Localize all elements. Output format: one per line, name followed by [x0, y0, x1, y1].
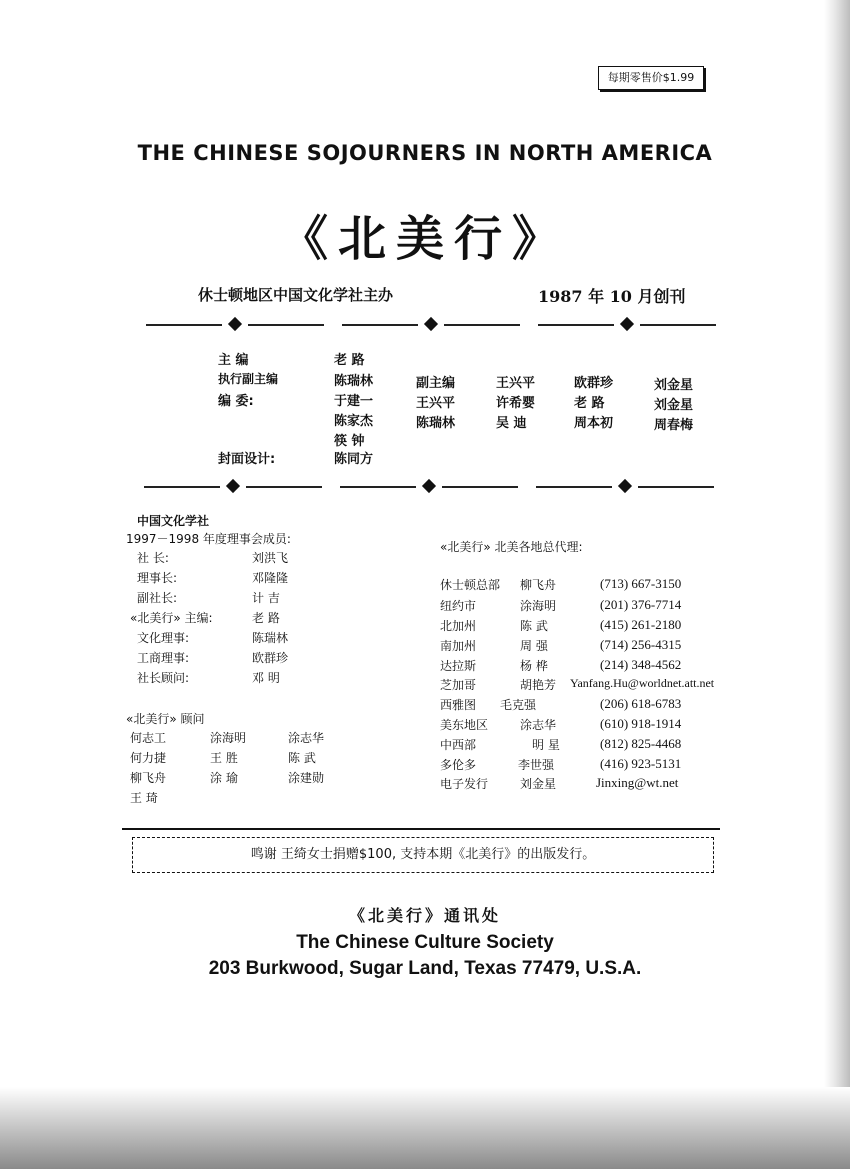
chinese-title: 《北美行》	[279, 211, 570, 267]
ornament-divider	[536, 480, 714, 494]
agent-name: 涂海明	[520, 599, 557, 613]
exec-editor: 陈瑞林	[334, 374, 374, 389]
agent-contact: (206) 618-6783	[600, 696, 682, 711]
ornament-divider	[144, 480, 322, 494]
agent-name: 明 星	[532, 738, 560, 752]
advisor-name: 王 胜	[210, 751, 238, 765]
agent-name: 毛克强	[500, 698, 537, 712]
advisor-name: 王 琦	[130, 791, 158, 805]
editors-label: 编 委:	[218, 394, 254, 409]
advisor-name: 柳飞舟	[130, 771, 167, 785]
contact-office-title: 《北美行》通讯处	[348, 906, 501, 925]
scan-bottom-shadow	[0, 1087, 850, 1169]
cover-designer: 陈同方	[334, 452, 374, 467]
agent-contact: Jinxing@wt.net	[596, 775, 679, 790]
deputy-name: 欧群珍	[574, 376, 614, 391]
chief-editor: 老 路	[334, 353, 365, 368]
agents-heading: «北美行» 北美各地总代理:	[440, 540, 583, 554]
society-heading: 中国文化学社	[137, 514, 210, 528]
agent-name: 周 强	[520, 639, 548, 653]
organization-name: The Chinese Culture Society	[296, 932, 554, 953]
agent-area: 多伦多	[440, 758, 477, 772]
deputy-label: 副主编	[416, 376, 456, 391]
section-rule	[122, 828, 720, 830]
editor-name: 于建一	[334, 394, 374, 409]
advisor-name: 涂志华	[288, 731, 325, 745]
deputy-name: 刘金星	[654, 378, 694, 393]
agent-area: 美东地区	[440, 718, 489, 732]
advisor-name: 何力捷	[130, 751, 167, 765]
agent-contact: (812) 825-4468	[600, 736, 682, 751]
board-role: 文化理事:	[137, 631, 190, 645]
price-tag: 每期零售价$1.99	[598, 66, 704, 90]
mailing-address: 203 Burkwood, Sugar Land, Texas 77479, U.S.A.	[208, 958, 642, 979]
advisor-name: 涂建勋	[288, 771, 325, 785]
editor-name: 王兴平	[416, 396, 456, 411]
acknowledgement-box: 鸣谢 王绮女士捐赠$100, 支持本期《北美行》的出版发行。	[132, 837, 714, 873]
editor-name: 周春梅	[654, 418, 694, 433]
advisors-heading: «北美行» 顾问	[126, 712, 205, 726]
board-role: 理事长:	[137, 571, 178, 585]
sponsor-line: 休士顿地区中国文化学社主办	[198, 286, 394, 304]
agent-contact: (610) 918-1914	[600, 716, 682, 731]
page-edge-shadow	[824, 0, 850, 1169]
agent-area: 达拉斯	[440, 659, 477, 673]
ornament-divider	[538, 318, 716, 332]
agent-contact: (201) 376-7714	[600, 597, 682, 612]
editor-name: 吴 迪	[496, 416, 527, 431]
advisor-name: 涂海明	[210, 731, 247, 745]
agent-contact: (713) 667-3150	[600, 576, 682, 591]
board-member: 刘洪飞	[252, 551, 289, 565]
agent-area: 芝加哥	[440, 678, 477, 692]
agent-name: 李世强	[518, 758, 555, 772]
agent-name: 柳飞舟	[520, 578, 557, 592]
board-member: 邓隆隆	[252, 571, 289, 585]
agent-name: 胡艳芳	[520, 678, 557, 692]
editor-name: 周本初	[574, 416, 614, 431]
agent-name: 刘金星	[520, 777, 557, 791]
english-title: THE CHINESE SOJOURNERS IN NORTH AMERICA	[137, 141, 713, 165]
agent-contact: (714) 256-4315	[600, 637, 682, 652]
board-member: 计 吉	[252, 591, 280, 605]
editor-name: 刘金星	[654, 398, 694, 413]
agent-area: 休士顿总部	[440, 578, 501, 592]
ornament-divider	[340, 480, 518, 494]
editor-name: 筷 钟	[334, 434, 365, 449]
board-member: 欧群珍	[252, 651, 289, 665]
board-member: 陈瑞林	[252, 631, 289, 645]
editor-name: 陈瑞林	[416, 416, 456, 431]
editor-name: 陈家杰	[334, 414, 374, 429]
advisor-name: 何志工	[130, 731, 167, 745]
editor-name: 许希婴	[496, 396, 536, 411]
cover-designer-label: 封面设计:	[218, 452, 276, 467]
ornament-divider	[146, 318, 324, 332]
agent-contact: (214) 348-4562	[600, 657, 682, 672]
agent-name: 陈 武	[520, 619, 548, 633]
board-role: 工商理事:	[137, 651, 190, 665]
board-member: 老 路	[252, 611, 280, 625]
board-member: 邓 明	[252, 671, 280, 685]
board-role: 社长顾问:	[137, 671, 190, 685]
agent-area: 西雅图	[440, 698, 477, 712]
agent-contact: (416) 923-5131	[600, 756, 682, 771]
agent-area: 纽约市	[440, 599, 477, 613]
board-role: «北美行» 主编:	[130, 611, 213, 625]
editor-name: 老 路	[574, 396, 605, 411]
agent-area: 电子发行	[440, 777, 489, 791]
agent-name: 涂志华	[520, 718, 557, 732]
board-role: 副社长:	[137, 591, 178, 605]
ornament-divider	[342, 318, 520, 332]
agent-area: 南加州	[440, 639, 477, 653]
agent-contact: (415) 261-2180	[600, 617, 682, 632]
deputy-name: 王兴平	[496, 376, 536, 391]
advisor-name: 陈 武	[288, 751, 316, 765]
chief-editor-label: 主 编	[218, 353, 249, 368]
agent-name: 杨 桦	[520, 659, 548, 673]
advisor-name: 涂 瑜	[210, 771, 238, 785]
exec-editor-label: 执行副主编	[218, 372, 279, 386]
agent-area: 北加州	[440, 619, 477, 633]
board-term: 1997－1998 年度理事会成员:	[126, 532, 291, 546]
board-role: 社 长:	[137, 551, 169, 565]
founded-date: 1987 年 10 月创刊	[538, 287, 686, 306]
agent-area: 中西部	[440, 738, 477, 752]
agent-contact: Yanfang.Hu@worldnet.att.net	[570, 676, 715, 690]
